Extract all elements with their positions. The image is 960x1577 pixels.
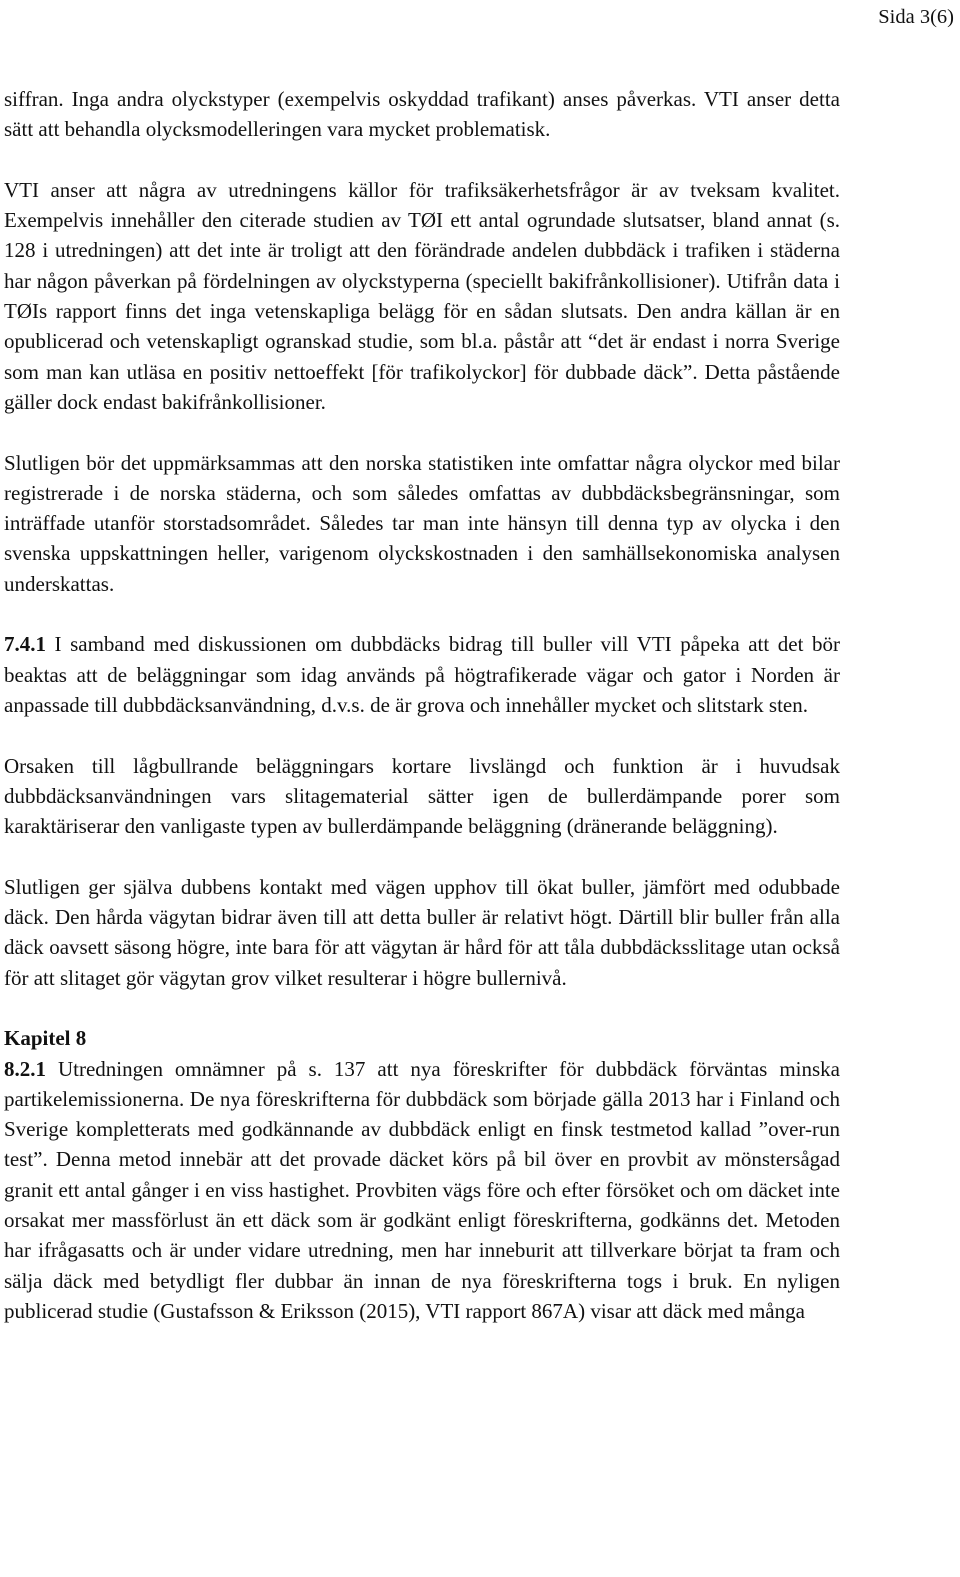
paragraph-lagbullrande: Orsaken till lågbullrande beläggningars kortare livslängd och funktion är i huvudsak dubbdäcksanvändningen vars slitagematerial sätter igen de bullerdämpande porer som karaktäriserar den vanligaste typen av bullerdämpande beläggning (dränerande beläggning).: [4, 753, 840, 839]
document-body: [4, 84, 840, 1326]
paragraph-foreskrifter-text: Utredningen omnämner på s. 137 att nya föreskrifter för dubbdäck förväntas minska partikelemissionerna. De nya föreskrifterna för dubbdäck som började gälla 2013 har i Finland och Sverige kompletterats med godkännande av dubbdäck enligt en finsk testmetod kallad ”over-run test”. Denna metod innebär att det provade däcket körs på bil över en provbit av mönstersågad granit ett antal gånger i en viss hastighet. Provbiten vägs före och efter försöket och om däcket inte orsakat mer massförlust än ett däck som är godkänt enligt föreskrifterna, godkänns det. Metoden har ifrågasatts och är under vidare utredning, men har inneburit att tillverkare börjat ta fram och sälja däck med betydligt fler dubbar än innan de nya föreskrifterna togs i bruk. En nyligen publicerad studie (Gustafsson & Eriksson (2015), VTI rapport 867A) visar att däck med många: [4, 1056, 840, 1323]
section-number-7-4-1: 7.4.1: [4, 632, 46, 657]
paragraph-olyckstyper: siffran. Inga andra olyckstyper (exempelvis oskyddad trafikant) anses påverkas. VTI anser detta sätt att behandla olycksmodelleringen vara mycket problematisk.: [4, 87, 840, 142]
paragraph-kapitel-8: [4, 1023, 840, 1326]
paragraph-dubbens-kontakt: Slutligen ger själva dubbens kontakt med vägen upphov till ökat buller, jämfört med odubbade däck. Den hårda vägytan bidrar även till att detta buller är relativt högt. Därtill blir buller från alla däck oavsett säsong högre, inte bara för att vägytan är hård för att tåla dubbdäcksslitage utan också för att slitaget gör vägytan grov vilket resulterar i högre bullernivå.: [4, 874, 840, 990]
paragraph-buller: [4, 629, 840, 720]
page-number: Sida 3(6): [878, 6, 954, 28]
chapter-heading: Kapitel 8: [4, 1026, 87, 1051]
paragraph-norska-statistiken: Slutligen bör det uppmärksammas att den norska statistiken inte omfattar några olyckor med bilar registrerade i de norska städerna, och som således omfattas av dubbdäcksbegränsningar, som inträffade utanför storstadsområdet. Således tar man inte hänsyn till denna typ av olycka i den svenska uppskattningen heller, varigenom olyckskostnaden i den samhällsekonomiska analysen underskattas.: [4, 450, 840, 596]
section-number-8-2-1: 8.2.1: [4, 1056, 46, 1081]
paragraph-kallor: VTI anser att några av utredningens källor för trafiksäkerhetsfrågor är av tveksam kvalitet. Exempelvis innehåller den citerade studien av TØI ett antal ogrundade slutsatser, bland annat (s. 128 i utredningen) att det inte är troligt att den förändrade andelen dubbdäck i trafiken i städerna har någon påverkan på fördelningen av olyckstyperna (speciellt bakifrånkollisioner). Utifrån data i TØIs rapport finns det inga vetenskapliga belägg för en sådan slutsats. Den andra källan är en opublicerad och vetenskapligt ogranskad studie, som bl.a. påstår att “det är endast i norra Sverige som man kan utläsa en positiv nettoeffekt [för trafikolyckor] för dubbade däck”. Detta påstående gäller dock endast bakifrånkollisioner.: [4, 177, 840, 414]
paragraph-buller-text: I samband med diskussionen om dubbdäcks bidrag till buller vill VTI påpeka att det bör beaktas att de beläggningar som idag används på högtrafikerade vägar och gator i Norden är anpassade till dubbdäcksanvändning, d.v.s. de är grova och innehåller mycket och slitstark sten.: [4, 632, 840, 717]
